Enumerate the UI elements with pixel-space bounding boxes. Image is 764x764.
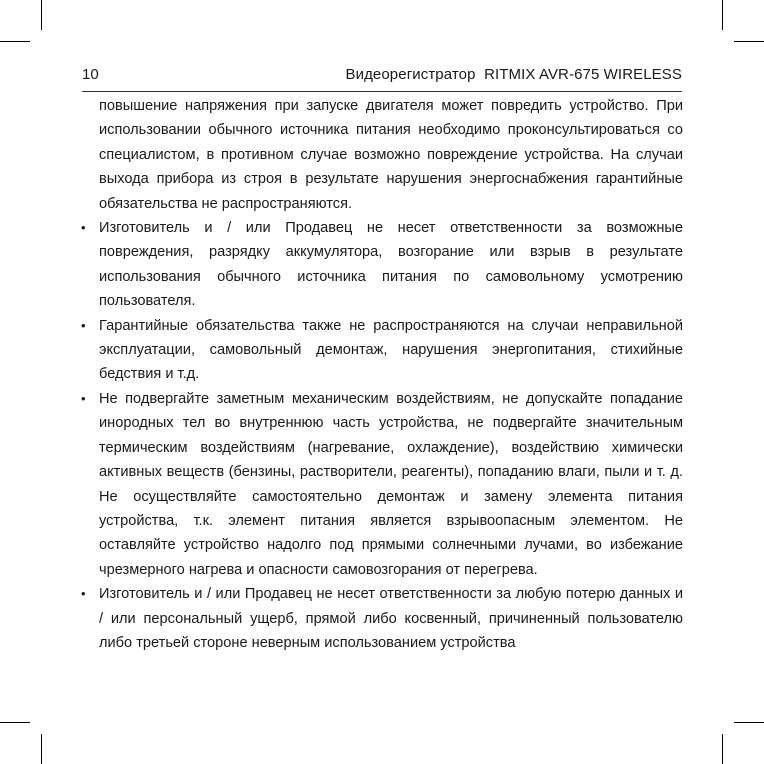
crop-mark-top-right-horizontal [734,41,764,42]
list-item [81,216,683,314]
crop-mark-bottom-right-horizontal [734,722,764,723]
list-item-text: Изготовитель и / или Продавец не несет ответственности за возможные повреждения, разрядку аккумулятора, возгорание или взрыв в результате использования обычного источника питания по самовольному усмотрению пользователя. [99,220,683,310]
crop-mark-top-left-vertical [41,0,42,30]
crop-mark-top-right-vertical [722,0,723,30]
list-item-text: Гарантийные обязательства также не распространяются на случаи неправильной эксплуатации, самовольный демонтаж, нарушения энергопитания, стихийные бедствия и т.д. [99,317,683,383]
bullet-icon: • [81,317,86,333]
bullet-icon: • [81,220,86,236]
bullet-icon: • [81,390,86,406]
list-item [81,582,683,655]
header-divider [82,91,682,92]
list-item [81,314,683,387]
list-item-text: Не подвергайте заметным механическим воздействиям, не допускайте попадание инородных тел во внутреннюю часть устройства, не подвергайте значительным термическим воздействиям (нагревание, охлаждение), воздействию химически активных веществ (бензины, растворители, реагенты), попаданию влаги, пыли и т. д. Не осуществляйте самостоятельно демонтаж и замену элемента питания устройства, т.к. элемент питания является взрывоопасным элементом. Не оставляйте устройство надолго под прямыми солнечными лучами, во избежание чрезмерного нагрева и опасности самовозгорания от перегрева. [99,390,683,578]
crop-mark-bottom-left-vertical [41,734,42,764]
header-title: Видеорегистратор RITMIX AVR-675 WIRELESS [345,66,682,83]
page-body [81,94,683,655]
list-item-text: Изготовитель и / или Продавец не несет ответственности за любую потерю данных и / или персональный ущерб, прямой либо косвенный, причиненный пользователю либо третьей стороне неверным использованием устройства [99,586,683,651]
list-item [81,387,683,582]
crop-mark-top-left-horizontal [0,41,30,42]
page-header [82,66,682,86]
crop-mark-bottom-right-vertical [722,734,723,764]
bullet-icon: • [81,586,86,602]
crop-mark-bottom-left-horizontal [0,722,30,723]
continuation-paragraph: повышение напряжения при запуске двигателя может повредить устройство. При использовании обычного источника питания необходимо проконсультироваться со специалистом, в противном случае возможно повреждение устройства. На случаи выхода прибора из строя в результате нарушения энергоснабжения гарантийные обязательства не распространяются. [99,98,683,212]
page-number: 10 [82,66,99,83]
